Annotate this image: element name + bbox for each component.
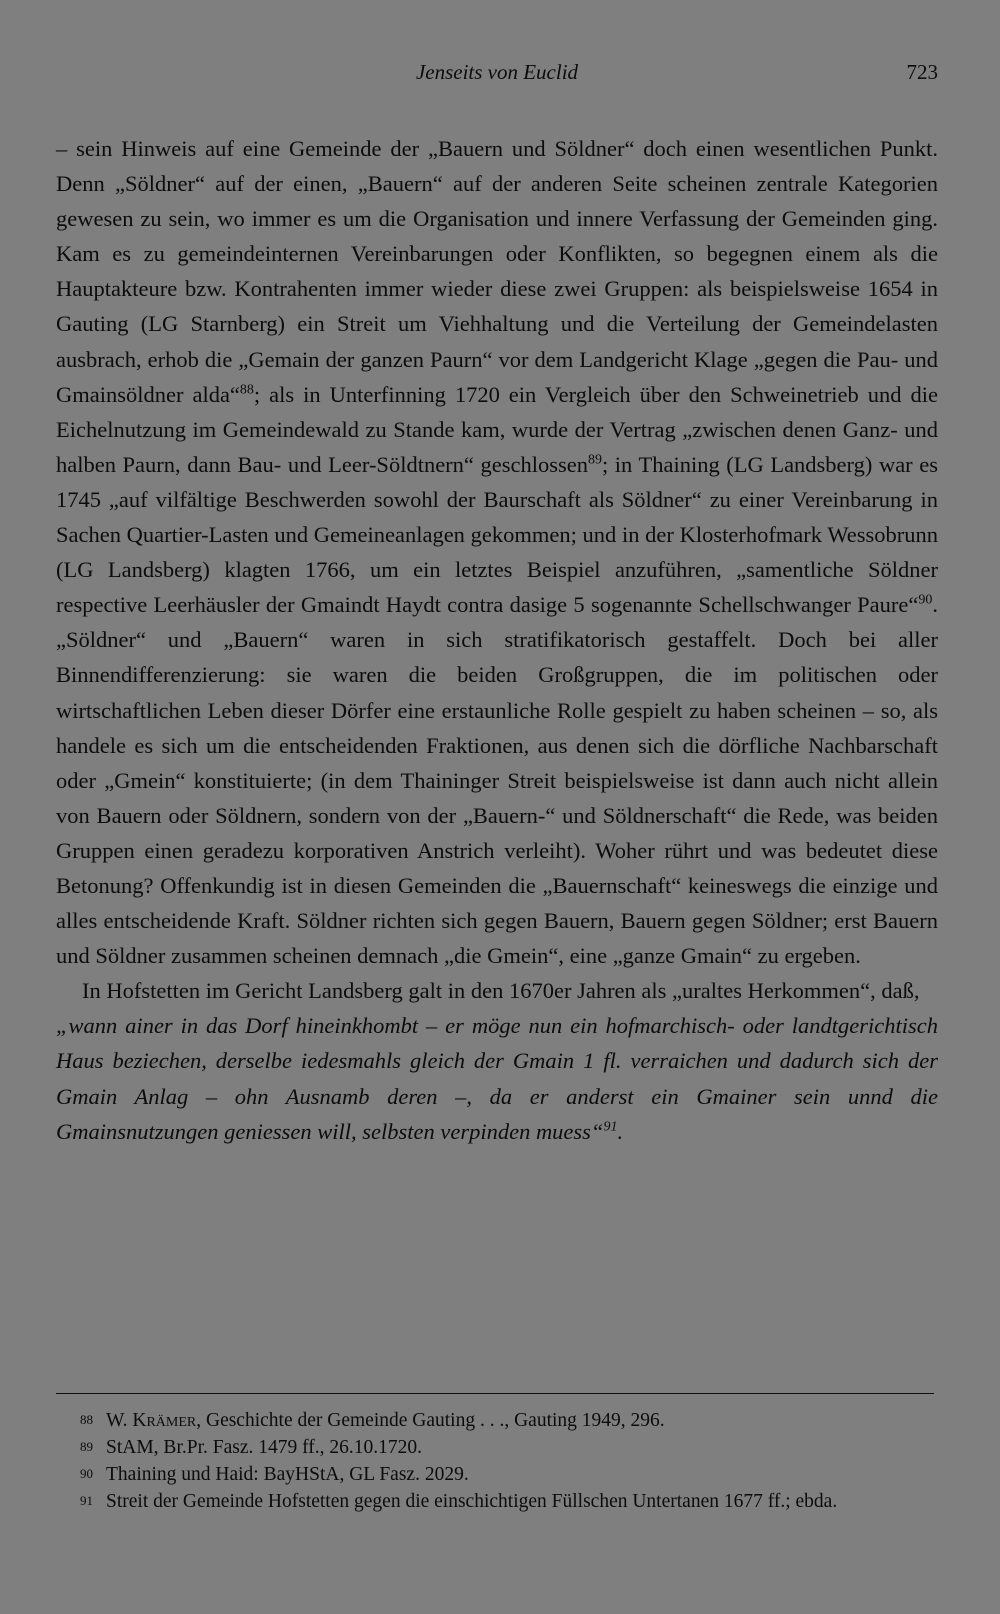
footnote-number: 90 bbox=[80, 1466, 93, 1481]
main-text bbox=[56, 131, 938, 1149]
paragraph-1 bbox=[56, 131, 938, 973]
footnote-number: 91 bbox=[80, 1493, 93, 1508]
footnote-ref-90[interactable]: 90 bbox=[918, 592, 933, 608]
footnote-90 bbox=[56, 1461, 938, 1488]
footnotes bbox=[56, 1407, 938, 1515]
paragraph-1-part-1: – sein Hinweis auf eine Gemeinde der „Bauern und Söldner“ doch einen wesentlichen Punkt. Denn „Söldner“ auf der einen, „Bauern“ auf der anderen Seite scheinen zentrale Kategorien gewesen zu sein, wo immer es um die Organisation und innere Verfassung der Gemeinden ging. Kam es zu gemeindeinternen Vereinbarungen oder Konflikten, so begegnen einem als die Hauptakteure bzw. Kontrahenten immer wieder diese zwei Gruppen: als beispielsweise 1654 in Gauting (LG Starnberg) ein Streit um Viehhaltung und die Verteilung der Gemeindelasten ausbrach, erhob die „Gemain der ganzen Paurn“ vor dem Landgericht Klage „gegen die Pau- und Gmainsöldner alda“ bbox=[56, 136, 938, 407]
footnote-89 bbox=[56, 1434, 938, 1461]
footnote-number: 89 bbox=[80, 1439, 93, 1454]
paragraph-2: In Hofstetten im Gericht Landsberg galt in den 1670er Jahren als „uraltes Herkommen“, daß, bbox=[82, 978, 920, 1004]
footnote-author: W. Krämer bbox=[106, 1410, 197, 1431]
page-number: 723 bbox=[906, 60, 938, 84]
footnote-citation: , Geschichte der Gemeinde Gauting . . ., Gauting 1949, 296. bbox=[196, 1410, 665, 1431]
block-quote-text: „wann ainer in das Dorf hineinkhombt – er möge nun ein hofmarchisch- oder landtgerichtisch Haus beziechen, derselbe iedesmahls gleich der Gmain 1 fl. verraichen und dadurch sich der Gmain Anlag – ohn Ausnamb deren –, da er anderst ein Gmainer sein unnd die Gmainsnutzungen geniessen will, selbsten verpinden muess“ bbox=[56, 1013, 938, 1144]
footnote-88 bbox=[56, 1407, 938, 1434]
footnote-number: 88 bbox=[80, 1412, 93, 1427]
block-quote bbox=[56, 1008, 938, 1148]
paragraph-1-part-2: ; als in Unterfinning 1720 ein Vergleich über den Schweinetrieb und die Eichelnutzung im Gemeindewald zu Stande kam, wurde der Vertrag „zwischen denen Ganz- und halben Paurn, dann Bau- und Leer-Söldtnern“ geschlossen bbox=[56, 381, 938, 477]
running-title: Jenseits von Euclid bbox=[415, 60, 579, 84]
paragraph-1-part-4: . „Söldner“ und „Bauern“ waren in sich stratifikatorisch gestaffelt. Doch bei aller Binnendifferenzierung: sie waren die beiden Großgruppen, die im politischen oder wirtschaftlichen Leben dieser Dörfer eine erstaunliche Rolle gespielt zu haben scheinen – so, als handele es sich um die entscheidenden Fraktionen, aus denen sich die dörfliche Nachbarschaft oder „Gmein“ konstituierte; (in dem Thaininger Streit beispielsweise ist dann auch nicht allein von Bauern oder Söldnern, sondern von der „Bauern-“ und Söldnerschaft“ die Rede, was beiden Gruppen einen geradezu korporativen Anstrich verleiht). Woher rührt und was bedeutet diese Betonung? Offenkundig ist in diesen Gemeinden die „Bauernschaft“ keineswegs die einzige und alles entscheidende Kraft. Söldner richten sich gegen Bauern, Bauern gegen Söldner; erst Bauern und Söldner zusammen scheinen demnach „die Gmein“, eine „ganze Gmain“ zu ergeben. bbox=[56, 592, 938, 969]
footnote-text: Thaining und Haid: BayHStA, GL Fasz. 2029. bbox=[106, 1464, 469, 1485]
footnote-text bbox=[56, 1407, 938, 1434]
block-quote-end: . bbox=[617, 1118, 624, 1144]
footnote-ref-91[interactable]: 91 bbox=[603, 1119, 618, 1135]
footnote-text: StAM, Br.Pr. Fasz. 1479 ff., 26.10.1720. bbox=[106, 1437, 422, 1458]
footnote-ref-89[interactable]: 89 bbox=[587, 452, 602, 468]
footnote-91 bbox=[56, 1488, 938, 1515]
footnote-text: Streit der Gemeinde Hofstetten gegen die einschichtigen Füllschen Untertanen 1677 ff.; ebda. bbox=[106, 1491, 838, 1512]
paragraph-1-part-3: ; in Thaining (LG Landsberg) war es 1745 „auf vilfältige Beschwerden sowohl der Baurschaft als Söldner“ zu einer Vereinbarung in Sachen Quartier-Lasten und Gemeineanlagen gekommen; und in der Klosterhofmark Wessobrunn (LG Landsberg) klagten 1766, um ein letztes Beispiel anzuführen, „samentliche Söldner respective Leerhäusler der Gmaindt Haydt contra dasige 5 sogenannte Schellschwanger Paure“ bbox=[56, 451, 938, 618]
footnote-separator bbox=[56, 1393, 934, 1394]
running-head bbox=[56, 60, 938, 90]
footnote-ref-88[interactable]: 88 bbox=[239, 382, 254, 398]
